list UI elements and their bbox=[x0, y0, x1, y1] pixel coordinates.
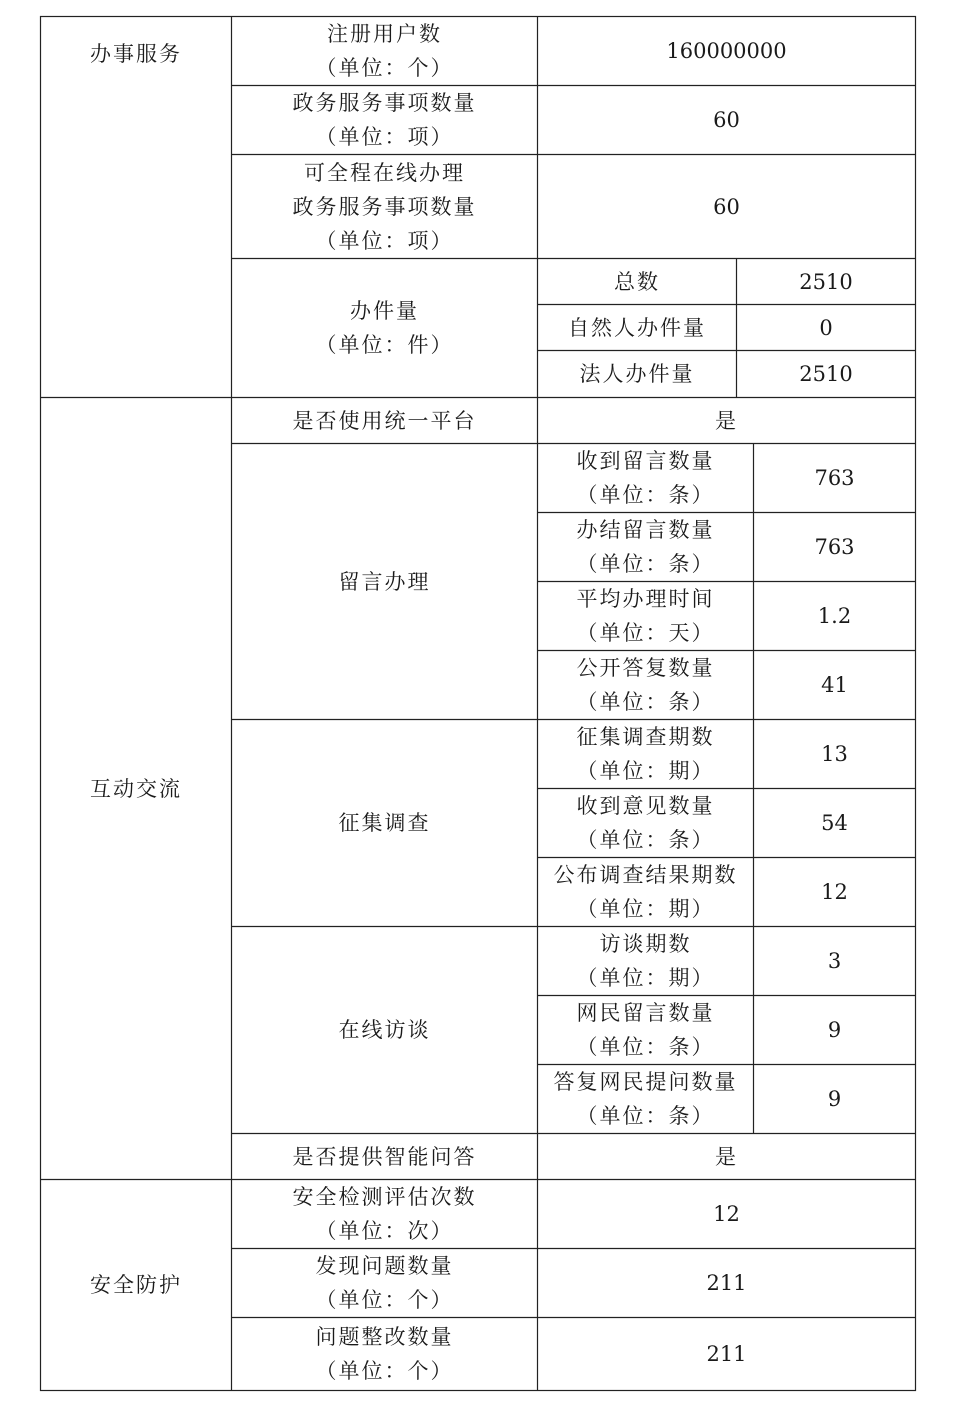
online-items-label: 可全程在线办理 政务服务事项数量 （单位：项） bbox=[292, 160, 477, 253]
messages-avg-time-value: 1.2 bbox=[817, 604, 852, 628]
registered-users-value: 160000000 bbox=[666, 39, 787, 63]
messages-handled-label: 办结留言数量 （单位：条） bbox=[576, 518, 715, 576]
smart-qa-label: 是否提供智能问答 bbox=[292, 1144, 477, 1169]
surveys-opinions-label: 收到意见数量 （单位：条） bbox=[576, 794, 715, 852]
issues-found-value: 211 bbox=[706, 1271, 747, 1295]
service-items-value: 60 bbox=[713, 108, 740, 132]
messages-received-value: 763 bbox=[814, 466, 855, 490]
messages-group-label: 留言办理 bbox=[338, 569, 431, 594]
cases-legal-label: 法人办件量 bbox=[579, 362, 695, 386]
online-items-value: 60 bbox=[713, 194, 740, 219]
interviews-answers-label: 答复网民提问数量 （单位：条） bbox=[553, 1070, 738, 1128]
cases-total-value: 2510 bbox=[799, 269, 853, 294]
issues-fixed-label: 问题整改数量 （单位：个） bbox=[315, 1325, 454, 1383]
cases-label: 办件量 （单位：件） bbox=[315, 299, 454, 357]
assessments-value: 12 bbox=[713, 1202, 740, 1226]
category-security: 安全防护 bbox=[90, 1273, 182, 1297]
interviews-answers-value: 9 bbox=[827, 1087, 842, 1111]
interviews-periods-label: 访谈期数 （单位：期） bbox=[576, 932, 715, 990]
surveys-results-label: 公布调查结果期数 （单位：期） bbox=[553, 863, 738, 921]
category-service: 办事服务 bbox=[90, 42, 182, 66]
messages-received-label: 收到留言数量 （单位：条） bbox=[576, 449, 715, 507]
surveys-results-value: 12 bbox=[821, 880, 848, 904]
cases-legal-value: 2510 bbox=[799, 362, 853, 386]
cases-natural-value: 0 bbox=[819, 315, 833, 340]
interviews-periods-value: 3 bbox=[827, 949, 842, 973]
surveys-periods-label: 征集调查期数 （单位：期） bbox=[576, 725, 715, 783]
messages-avg-time-label: 平均办理时间 （单位：天） bbox=[576, 587, 715, 645]
interviews-group-label: 在线访谈 bbox=[338, 1018, 431, 1042]
surveys-group-label: 征集调查 bbox=[338, 811, 431, 835]
unified-platform-value: 是 bbox=[715, 408, 738, 433]
unified-platform-label: 是否使用统一平台 bbox=[292, 408, 477, 433]
issues-fixed-value: 211 bbox=[706, 1342, 747, 1366]
messages-public-replies-label: 公开答复数量 （单位：条） bbox=[576, 656, 715, 714]
registered-users-label: 注册用户数 （单位：个） bbox=[315, 22, 454, 80]
messages-public-replies-value: 41 bbox=[821, 673, 848, 697]
smart-qa-value: 是 bbox=[715, 1144, 738, 1169]
surveys-opinions-value: 54 bbox=[821, 811, 848, 835]
messages-handled-value: 763 bbox=[814, 535, 855, 559]
interviews-messages-value: 9 bbox=[827, 1018, 842, 1042]
assessments-label: 安全检测评估次数 （单位：次） bbox=[292, 1185, 477, 1243]
issues-found-label: 发现问题数量 （单位：个） bbox=[315, 1254, 454, 1312]
cases-total-label: 总数 bbox=[614, 269, 660, 294]
interviews-messages-label: 网民留言数量 （单位：条） bbox=[576, 1001, 715, 1059]
surveys-periods-value: 13 bbox=[821, 742, 848, 766]
service-items-label: 政务服务事项数量 （单位：项） bbox=[292, 91, 477, 149]
category-interaction: 互动交流 bbox=[90, 776, 182, 801]
cases-natural-label: 自然人办件量 bbox=[568, 315, 706, 340]
